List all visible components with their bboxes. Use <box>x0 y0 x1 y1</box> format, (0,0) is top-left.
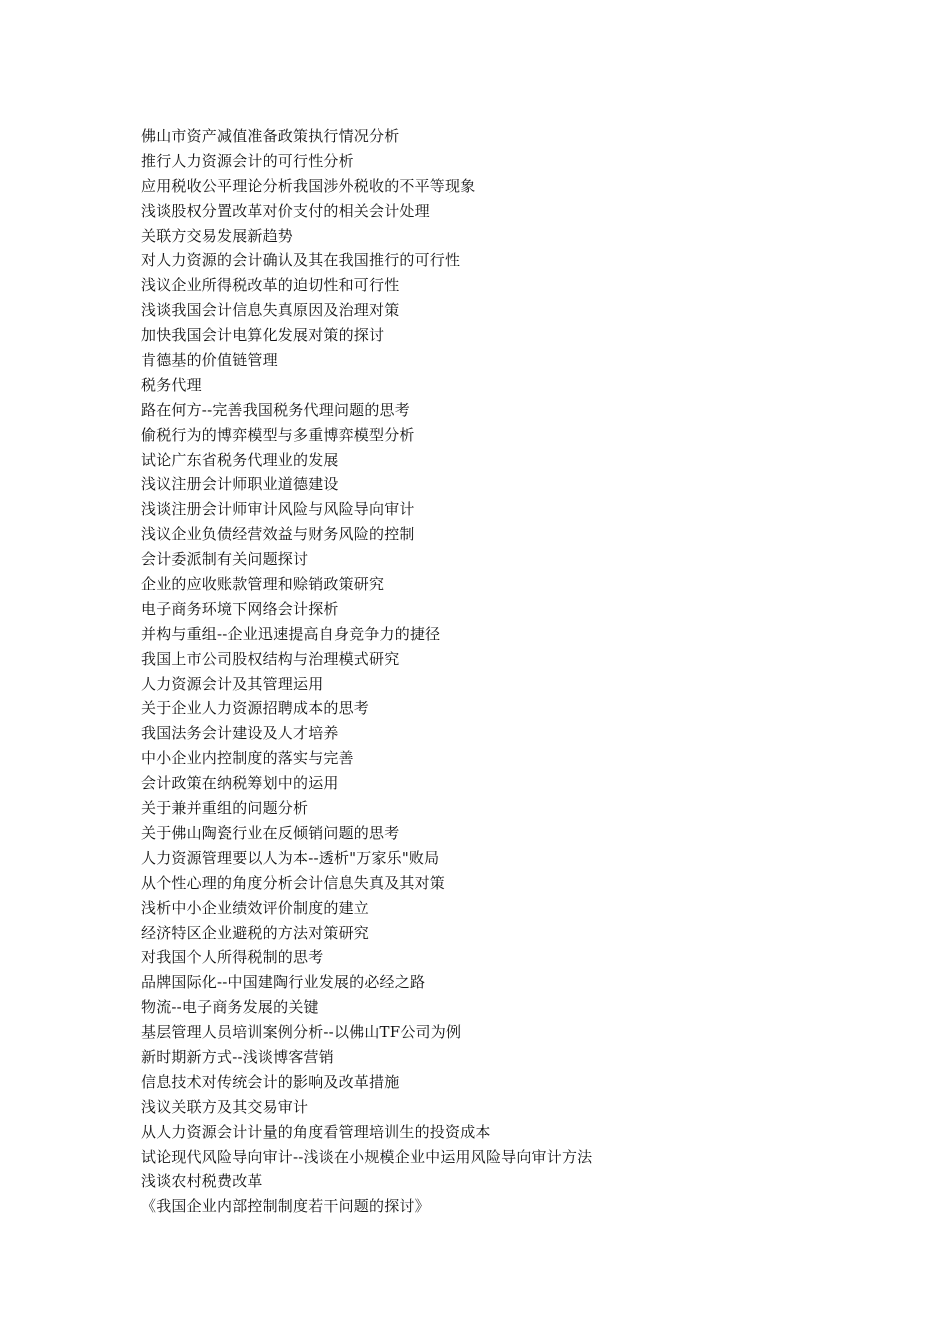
title-line: 浅谈注册会计师审计风险与风险导向审计 <box>141 500 415 519</box>
title-line: 新时期新方式--浅谈博客营销 <box>141 1047 334 1066</box>
title-line: 信息技术对传统会计的影响及改革措施 <box>141 1072 400 1091</box>
title-line: 应用税收公平理论分析我国涉外税收的不平等现象 <box>141 176 476 195</box>
title-line: 税务代理 <box>141 375 202 394</box>
title-line: 品牌国际化--中国建陶行业发展的必经之路 <box>141 973 426 992</box>
title-line: 浅议关联方及其交易审计 <box>141 1097 309 1116</box>
title-line: 浅谈我国会计信息失真原因及治理对策 <box>141 301 400 320</box>
title-line: 关联方交易发展新趋势 <box>141 226 294 245</box>
title-line: 浅析中小企业绩效评价制度的建立 <box>141 898 370 917</box>
title-line: 基层管理人员培训案例分析--以佛山TF公司为例 <box>141 1023 462 1042</box>
title-line: 中小企业内控制度的落实与完善 <box>141 749 354 768</box>
title-line: 物流--电子商务发展的关键 <box>141 998 319 1017</box>
title-line: 路在何方--完善我国税务代理问题的思考 <box>141 400 410 419</box>
title-line: 并构与重组--企业迅速提高自身竞争力的捷径 <box>141 624 441 643</box>
title-line: 从人力资源会计计量的角度看管理培训生的投资成本 <box>141 1122 491 1141</box>
title-line: 从个性心理的角度分析会计信息失真及其对策 <box>141 873 446 892</box>
title-line: 肯德基的价值链管理 <box>141 351 278 370</box>
title-line: 电子商务环境下网络会计探析 <box>141 599 339 618</box>
thesis-title-list <box>141 124 592 1219</box>
title-line: 我国上市公司股权结构与治理模式研究 <box>141 649 400 668</box>
title-line: 推行人力资源会计的可行性分析 <box>141 151 354 170</box>
title-line: 企业的应收账款管理和赊销政策研究 <box>141 575 385 594</box>
title-line: 会计委派制有关问题探讨 <box>141 550 309 569</box>
title-line: 会计政策在纳税筹划中的运用 <box>141 774 339 793</box>
title-line: 浅议企业负债经营效益与财务风险的控制 <box>141 525 415 544</box>
title-line: 经济特区企业避税的方法对策研究 <box>141 923 370 942</box>
title-line: 关于兼并重组的问题分析 <box>141 799 309 818</box>
title-line: 《我国企业内部控制制度若干问题的探讨》 <box>141 1197 430 1216</box>
title-line: 浅谈农村税费改革 <box>141 1172 263 1191</box>
title-line: 浅议企业所得税改革的迫切性和可行性 <box>141 276 400 295</box>
title-line: 关于佛山陶瓷行业在反倾销问题的思考 <box>141 823 400 842</box>
title-line: 试论广东省税务代理业的发展 <box>141 450 339 469</box>
title-line: 偷税行为的博弈模型与多重博弈模型分析 <box>141 425 415 444</box>
title-line: 人力资源会计及其管理运用 <box>141 674 324 693</box>
title-line: 浅议注册会计师职业道德建设 <box>141 475 339 494</box>
title-line: 对我国个人所得税制的思考 <box>141 948 324 967</box>
title-line: 试论现代风险导向审计--浅谈在小规模企业中运用风险导向审计方法 <box>141 1147 593 1166</box>
title-line: 关于企业人力资源招聘成本的思考 <box>141 699 370 718</box>
title-line: 人力资源管理要以人为本--透析"万家乐"败局 <box>141 848 440 867</box>
title-line: 我国法务会计建设及人才培养 <box>141 724 339 743</box>
title-line: 对人力资源的会计确认及其在我国推行的可行性 <box>141 251 461 270</box>
title-line: 浅谈股权分置改革对价支付的相关会计处理 <box>141 201 430 220</box>
title-line: 加快我国会计电算化发展对策的探讨 <box>141 326 385 345</box>
title-line: 佛山市资产减值准备政策执行情况分析 <box>141 127 400 145</box>
